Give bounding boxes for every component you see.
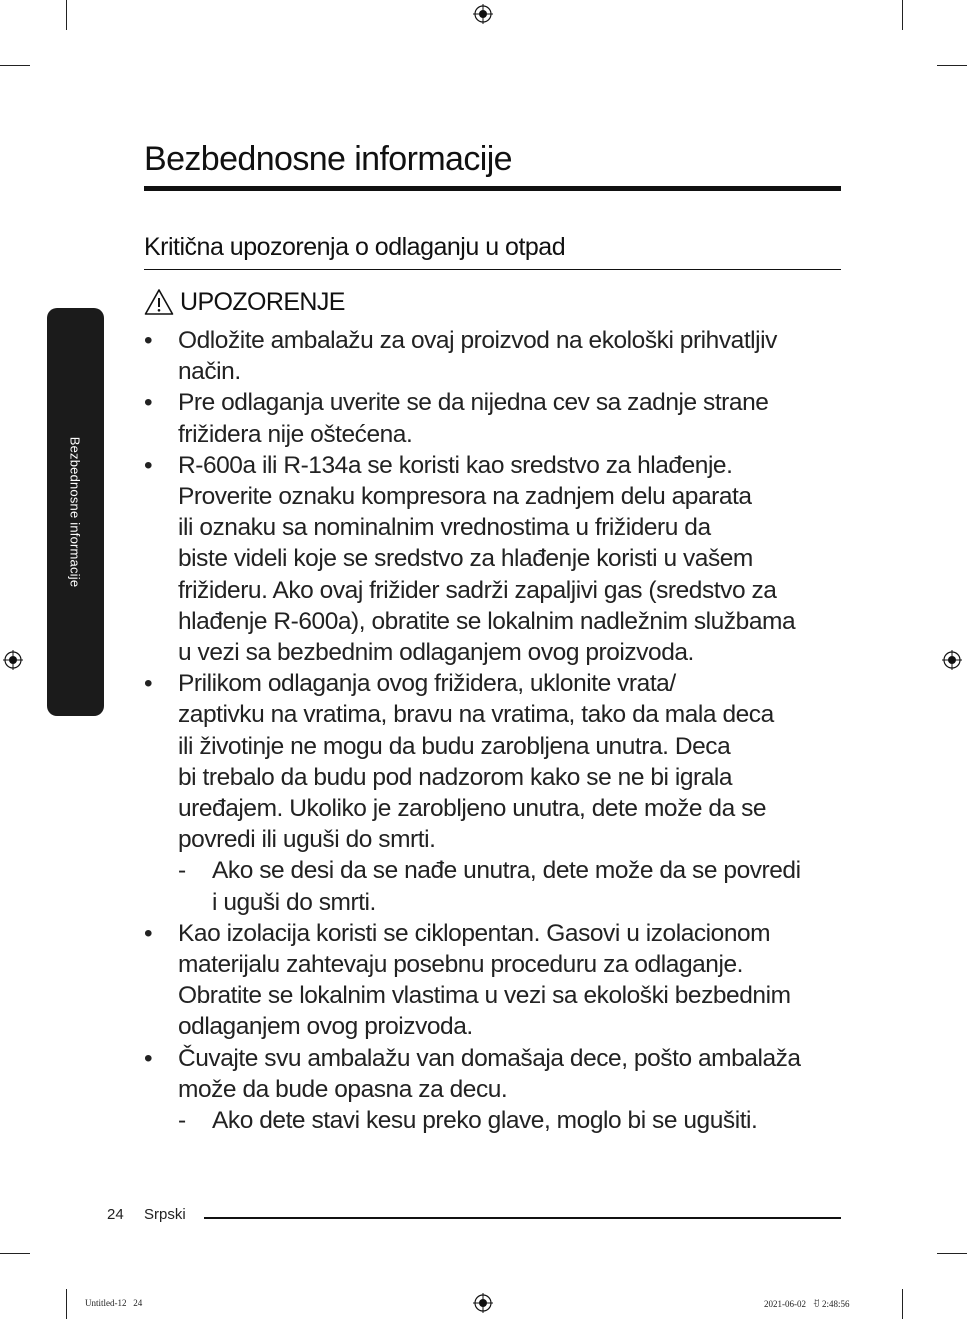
footer-divider [204, 1217, 841, 1219]
sub-list-marker: - [178, 857, 186, 885]
list-item [144, 325, 844, 387]
list-item-line: Kao izolacija koristi se ciklopentan. Gasovi u izolacionom [178, 919, 771, 947]
crop-mark [937, 65, 967, 66]
list-item-line: Odložite ambalažu za ovaj proizvod na ekološki prihvatljiv [178, 327, 777, 354]
sub-list-item-line: i uguši do smrti. [212, 888, 376, 916]
list-item-line: zaptivku na vratima, bravu na vratima, tako da mala deca [178, 701, 774, 729]
registration-mark-icon [3, 650, 23, 670]
page-number: 24 [107, 1206, 124, 1223]
list-item-line: hlađenje R-600a), obratite se lokalnim nadležnim službama [178, 607, 796, 635]
list-item [144, 1043, 844, 1105]
sub-list-marker: - [178, 1107, 186, 1135]
warning-list [144, 325, 844, 1136]
crop-mark [937, 1253, 967, 1254]
list-item-line: bi trebalo da budu pod nadzorom kako se ne bi igrala [178, 763, 733, 791]
list-item-line: ili oznaku sa nominalnim vrednostima u frižideru da [178, 514, 711, 542]
list-item [144, 450, 844, 668]
sub-list-item-line: Ako se desi da se nađe unutra, dete može da se povredi [212, 857, 801, 885]
title-divider [144, 186, 841, 191]
sub-list-item [144, 855, 844, 917]
list-item-line: način. [178, 358, 241, 386]
list-item [144, 668, 844, 855]
list-item-line: materijalu zahtevaju posebnu proceduru za odlaganje. [178, 951, 743, 979]
list-item-line: Prilikom odlaganja ovog frižidera, uklonite vrata/ [178, 670, 676, 698]
crop-mark [66, 0, 67, 30]
bullet-marker: • [144, 919, 153, 947]
list-item-line: Obratite se lokalnim vlastima u vezi sa ekološki bezbednim [178, 982, 791, 1010]
list-item [144, 918, 844, 1043]
warning-callout [144, 286, 345, 318]
section-divider [144, 269, 841, 270]
print-timestamp: 2021-06-02 ꀀ 2:48:56 [764, 1299, 850, 1309]
list-item-line: odlaganjem ovog proizvoda. [178, 1013, 473, 1041]
page-title: Bezbednosne informacije [144, 140, 512, 178]
crop-mark [902, 1289, 903, 1319]
sub-list-item [144, 1105, 844, 1136]
list-item-line: Proverite oznaku kompresora na zadnjem delu aparata [178, 483, 752, 511]
bullet-marker: • [144, 670, 153, 698]
side-tab [47, 308, 104, 716]
list-item-line: R-600a ili R-134a se koristi kao sredstvo za hlađenje. [178, 451, 733, 479]
list-item-line: frižidera nije oštećena. [178, 420, 413, 448]
sub-list-item-line: Ako dete stavi kesu preko glave, moglo bi se ugušiti. [212, 1107, 758, 1135]
list-item-line: povredi ili uguši do smrti. [178, 826, 436, 854]
list-item-line: uređajem. Ukoliko je zarobljeno unutra, dete može da se [178, 795, 767, 823]
list-item-line: Pre odlaganja uverite se da nijedna cev sa zadnje strane [178, 389, 769, 417]
crop-mark [902, 0, 903, 30]
warning-label: UPOZORENJE [180, 287, 345, 316]
crop-mark [0, 1253, 30, 1254]
bullet-marker: • [144, 1044, 153, 1072]
side-tab-label: Bezbednosne informacije [67, 436, 83, 588]
print-file-label: Untitled-12 24 [85, 1298, 143, 1308]
registration-mark-icon [942, 650, 962, 670]
registration-mark-icon [473, 4, 493, 24]
warning-triangle-icon [144, 288, 174, 316]
bullet-marker: • [144, 389, 153, 417]
section-heading: Kritična upozorenja o odlaganju u otpad [144, 233, 566, 261]
list-item [144, 387, 844, 449]
list-item-line: ili životinje ne mogu da budu zarobljena unutra. Deca [178, 732, 731, 760]
crop-mark [66, 1289, 67, 1319]
registration-mark-icon [473, 1293, 493, 1313]
list-item-line: u vezi sa bezbednim odlaganjem ovog proizvoda. [178, 639, 694, 667]
list-item-line: biste videli koje se sredstvo za hlađenje koristi u vašem [178, 545, 753, 573]
list-item-line: Čuvajte svu ambalažu van domašaja dece, pošto ambalaža [178, 1044, 801, 1072]
list-item-line: frižideru. Ako ovaj frižider sadrži zapaljivi gas (sredstvo za [178, 576, 777, 604]
list-item-line: može da bude opasna za decu. [178, 1075, 508, 1103]
footer-language: Srpski [144, 1206, 186, 1223]
bullet-marker: • [144, 451, 153, 479]
bullet-marker: • [144, 327, 153, 354]
crop-mark [0, 65, 30, 66]
